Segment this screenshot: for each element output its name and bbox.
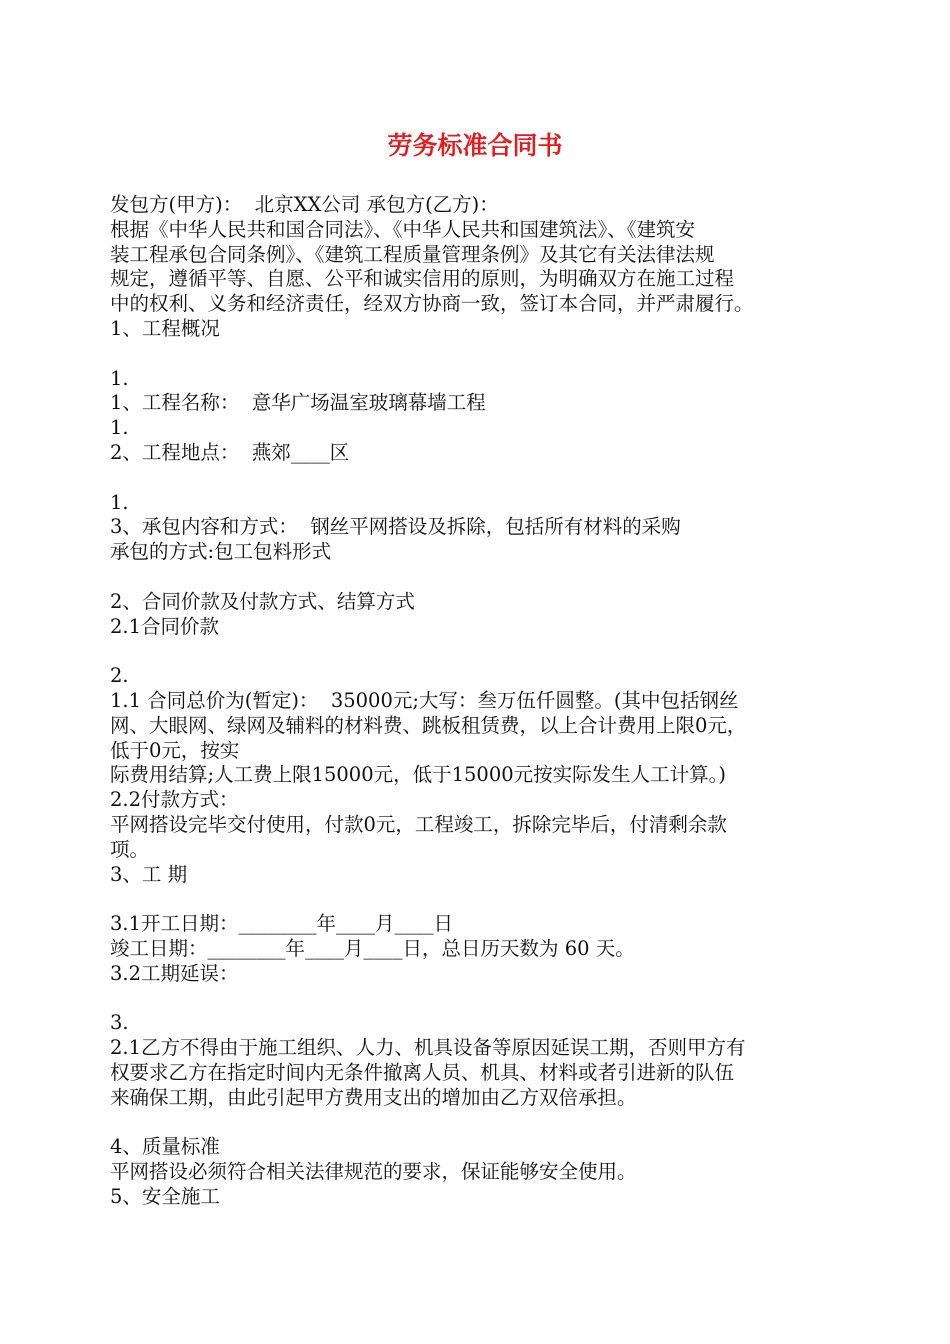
text-line: 低于0元，按实 — [110, 738, 240, 762]
text-line: 2.2付款方式： — [110, 788, 239, 812]
text-line: 3. — [110, 1011, 129, 1035]
text-line: 2.1乙方不得由于施工组织、人力、机具设备等原因延误工期，否则甲方有 — [110, 1036, 746, 1060]
document-title: 劳务标准合同书 — [387, 131, 563, 160]
text-line: 装工程承包合同条例》、《建筑工程质量管理条例》及其它有关法律法规 — [110, 242, 715, 266]
blank-line — [110, 466, 855, 491]
text-line: 2.1合同价款 — [110, 614, 220, 638]
blank-line — [110, 1110, 855, 1135]
blank-line — [110, 639, 855, 664]
text-line: 际费用结算;人工费上限15000元，低于15000元按实际发生人工计算。) — [110, 763, 726, 787]
text-line: 3、承包内容和方式： 钢丝平网搭设及拆除，包括所有材料的采购 — [110, 515, 681, 539]
text-line: 发包方(甲方)： 北京XX公司 承包方(乙方)： — [110, 193, 499, 216]
text-line: 2、工程地点： 燕郊____区 — [110, 440, 350, 464]
text-line: 权要求乙方在指定时间内无条件撤离人员、机具、材料或者引进新的队伍 — [110, 1060, 735, 1084]
blank-line — [110, 887, 855, 912]
text-line: 1、工程概况 — [110, 316, 220, 340]
text-line: 3.1开工日期：________年____月____日 — [110, 912, 454, 936]
text-line: 规定，遵循平等、自愿、公平和诚实信用的原则，为明确双方在施工过程 — [110, 267, 735, 291]
text-line: 1. — [110, 490, 129, 514]
text-line: 2. — [110, 664, 129, 688]
text-line: 1. — [110, 416, 129, 440]
text-line: 网、大眼网、绿网及辅料的材料费、跳板租赁费，以上合计费用上限0元， — [110, 713, 747, 737]
blank-line — [110, 565, 855, 590]
text-line: 5、安全施工 — [110, 1184, 220, 1208]
text-line: 3.2工期延误： — [110, 961, 239, 985]
text-line: 平网搭设必须符合相关法律规范的要求，保证能够安全使用。 — [110, 1160, 637, 1184]
text-line: 来确保工期，由此引起甲方费用支出的增加由乙方双倍承担。 — [110, 1085, 637, 1109]
text-line: 4、质量标准 — [110, 1135, 220, 1159]
text-line: 1. — [110, 366, 129, 390]
text-line: 项。 — [110, 837, 150, 861]
document-body — [110, 193, 855, 1210]
text-line: 中的权利、义务和经济责任，经双方协商一致，签订本合同，并严肃履行。 — [110, 292, 754, 316]
text-line: 平网搭设完毕交付使用，付款0元，工程竣工，拆除完毕后，付清剩余款 — [110, 812, 727, 836]
text-line: 根据《中华人民共和国合同法》、《中华人民共和国建筑法》、《建筑安 — [110, 217, 696, 241]
blank-line — [110, 342, 855, 367]
text-line: 1.1 合同总价为(暂定)： 35000元;大写：叁万伍仟圆整。(其中包括钢丝 — [110, 688, 739, 712]
text-line: 3、工 期 — [110, 862, 188, 886]
text-line: 2、合同价款及付款方式、结算方式 — [110, 589, 415, 613]
text-line: 竣工日期：________年____月____日，总日历天数为 60 天。 — [110, 936, 635, 960]
text-line: 1、工程名称： 意华广场温室玻璃幕墙工程 — [110, 391, 486, 415]
blank-line — [110, 987, 855, 1012]
text-line: 承包的方式:包工包料形式 — [110, 540, 332, 564]
